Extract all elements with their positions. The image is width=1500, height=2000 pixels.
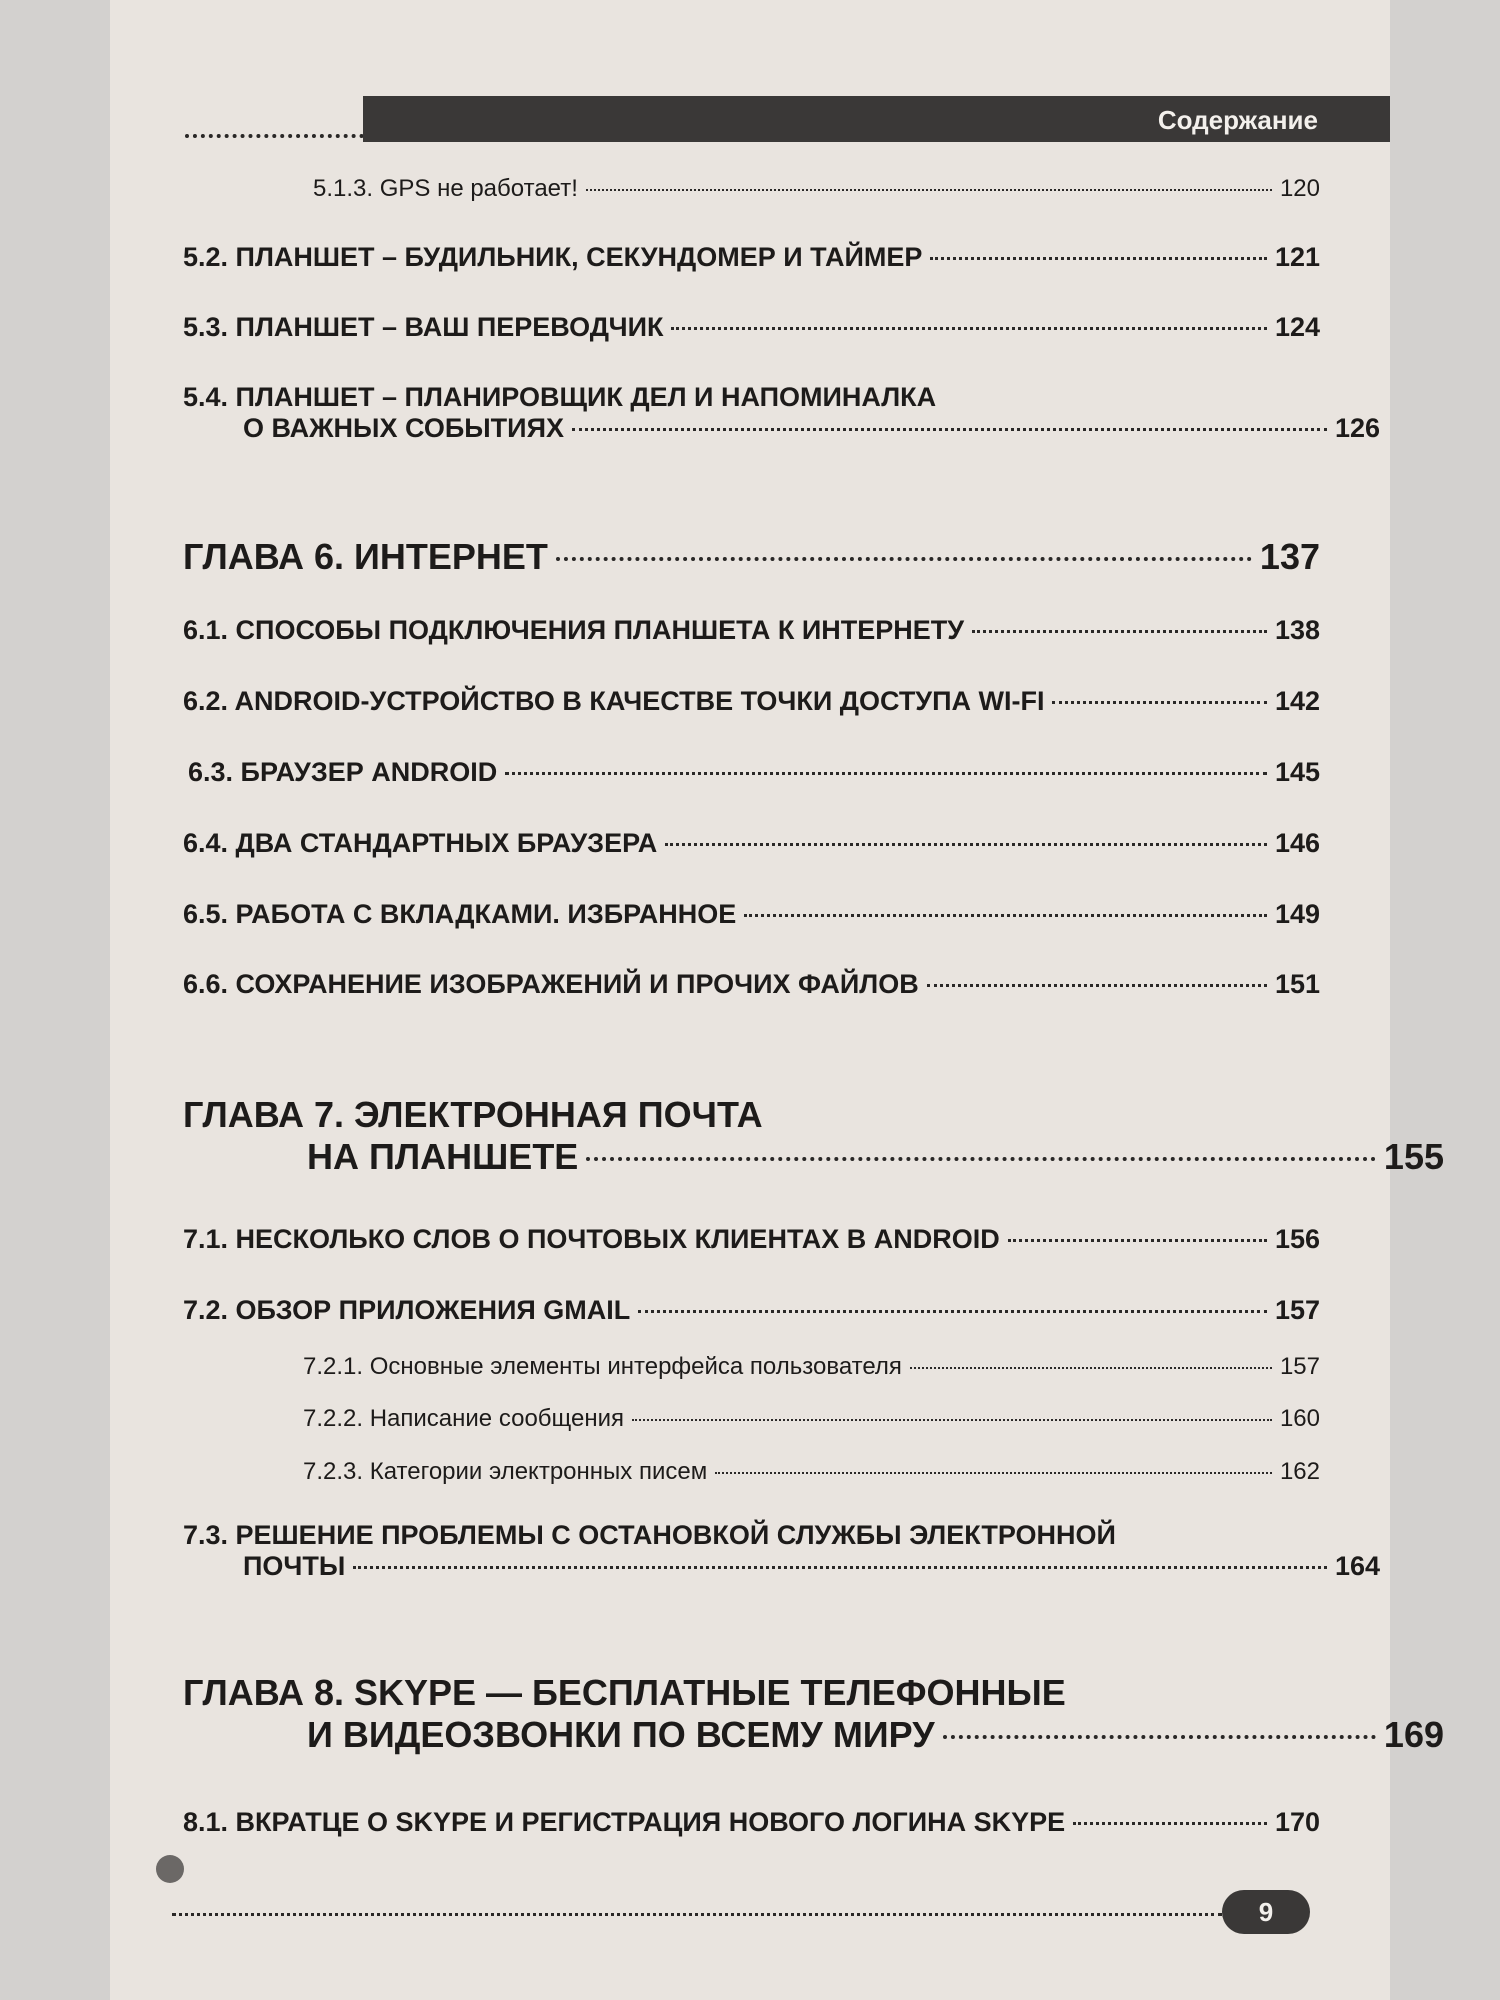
footer-dotted-rule <box>172 1913 1222 1916</box>
toc-entry-title: 6.2. ANDROID-УСТРОЙСТВО В КАЧЕСТВЕ ТОЧКИ ДОСТУПА WI-FI <box>183 686 1045 716</box>
toc-entry-page: 170 <box>1274 1807 1320 1837</box>
toc-entry <box>183 1295 1320 1326</box>
toc-entry-title: 6.4. ДВА СТАНДАРТНЫХ БРАУЗЕРА <box>183 828 658 858</box>
toc-entry-title: 6.1. СПОСОБЫ ПОДКЛЮЧЕНИЯ ПЛАНШЕТА К ИНТЕРНЕТУ <box>183 615 965 645</box>
dot-leader <box>972 630 1267 633</box>
toc-entry-title: ГЛАВА 8. SKYPE — БЕСПЛАТНЫЕ ТЕЛЕФОННЫЕ <box>183 1672 1066 1713</box>
toc-entry <box>303 1405 1320 1433</box>
toc-entry <box>183 615 1320 646</box>
toc-entry-page: 164 <box>1334 1551 1380 1581</box>
toc-entry <box>313 175 1320 203</box>
toc-entry-page: 146 <box>1274 828 1320 858</box>
toc-entry <box>183 1807 1320 1838</box>
toc-entry-title: 6.5. РАБОТА С ВКЛАДКАМИ. ИЗБРАННОЕ <box>183 899 737 929</box>
toc-entry-page: 157 <box>1279 1353 1320 1380</box>
toc-entry-title: 5.2. ПЛАНШЕТ – БУДИЛЬНИК, СЕКУНДОМЕР И ТАЙМЕР <box>183 242 923 272</box>
toc-entry-page: 156 <box>1274 1224 1320 1254</box>
toc-entry-page: 137 <box>1259 536 1320 577</box>
toc-entry-page: 162 <box>1279 1458 1320 1485</box>
dot-leader <box>505 772 1267 775</box>
dot-leader <box>930 257 1267 260</box>
toc-entry-title: 7.2.3. Категории электронных писем <box>303 1458 708 1485</box>
dot-leader <box>665 843 1267 846</box>
toc-entry-page: 121 <box>1274 242 1320 272</box>
header-title: Содержание <box>1157 105 1318 135</box>
toc-entry-title: 5.4. ПЛАНШЕТ – ПЛАНИРОВЩИК ДЕЛ И НАПОМИНАЛКА <box>183 382 937 412</box>
toc-entry <box>183 242 1320 273</box>
toc-entry-title-continued: И ВИДЕОЗВОНКИ ПО ВСЕМУ МИРУ <box>307 1714 935 1755</box>
dot-leader <box>556 557 1252 561</box>
dot-leader <box>632 1419 1272 1421</box>
toc-entry-page: 138 <box>1274 615 1320 645</box>
toc-entry <box>183 1672 1444 1756</box>
toc-entry <box>183 969 1320 1000</box>
toc-entry <box>183 312 1320 343</box>
toc-entry-page: 149 <box>1274 899 1320 929</box>
dot-leader <box>572 428 1327 431</box>
page-number: 9 <box>1222 1890 1310 1934</box>
toc-entry <box>183 686 1320 717</box>
toc-entry-page: 151 <box>1274 969 1320 999</box>
toc-entry-title: 5.1.3. GPS не работает! <box>313 175 578 202</box>
toc-entry <box>303 1353 1320 1381</box>
toc-entry-page: 145 <box>1274 757 1320 787</box>
toc-entry <box>303 1458 1320 1486</box>
table-of-contents <box>110 0 1444 2000</box>
toc-entry-page: 142 <box>1274 686 1320 716</box>
toc-entry-title: 6.6. СОХРАНЕНИЕ ИЗОБРАЖЕНИЙ И ПРОЧИХ ФАЙЛОВ <box>183 969 919 999</box>
dot-leader <box>671 327 1266 330</box>
toc-entry-title: 7.1. НЕСКОЛЬКО СЛОВ О ПОЧТОВЫХ КЛИЕНТАХ В ANDROID <box>183 1224 1000 1254</box>
toc-entry-title: 5.3. ПЛАНШЕТ – ВАШ ПЕРЕВОДЧИК <box>183 312 664 342</box>
toc-entry-page: 124 <box>1274 312 1320 342</box>
toc-entry-page: 157 <box>1274 1295 1320 1325</box>
dot-leader <box>586 1157 1376 1161</box>
toc-entry-page: 126 <box>1334 413 1380 443</box>
dot-leader <box>1052 701 1266 704</box>
toc-entry-title: 6.3. БРАУЗЕР ANDROID <box>188 757 498 787</box>
toc-entry-title: 7.2.2. Написание сообщения <box>303 1405 625 1432</box>
toc-entry-title: ГЛАВА 7. ЭЛЕКТРОННАЯ ПОЧТА <box>183 1094 763 1135</box>
toc-entry-page: 155 <box>1383 1136 1444 1177</box>
toc-entry-title-continued: ПОЧТЫ <box>243 1551 346 1581</box>
dot-leader <box>744 914 1267 917</box>
toc-entry-page: 169 <box>1383 1714 1444 1755</box>
toc-entry-title: 7.3. РЕШЕНИЕ ПРОБЛЕМЫ С ОСТАНОВКОЙ СЛУЖБЫ ЭЛЕКТРОННОЙ <box>183 1520 1116 1550</box>
dot-leader <box>586 189 1272 191</box>
toc-entry <box>183 536 1320 578</box>
toc-entry-title: 7.2. ОБЗОР ПРИЛОЖЕНИЯ GMAIL <box>183 1295 631 1325</box>
dot-leader <box>943 1735 1376 1739</box>
book-page <box>110 0 1444 2000</box>
toc-entry <box>183 828 1320 859</box>
toc-entry <box>188 757 1320 788</box>
toc-entry <box>183 1094 1444 1178</box>
toc-entry-title: ГЛАВА 6. ИНТЕРНЕТ <box>183 536 548 577</box>
toc-entry-page: 120 <box>1279 175 1320 202</box>
toc-entry-title-continued: НА ПЛАНШЕТЕ <box>307 1136 579 1177</box>
toc-entry-page: 160 <box>1279 1405 1320 1432</box>
decorative-dot <box>156 1855 184 1883</box>
toc-entry <box>183 382 1380 444</box>
dot-leader <box>927 984 1267 987</box>
dot-leader <box>353 1566 1327 1569</box>
toc-entry <box>183 899 1320 930</box>
dot-leader <box>715 1472 1272 1474</box>
dot-leader <box>638 1310 1267 1313</box>
toc-entry <box>183 1224 1320 1255</box>
dot-leader <box>1073 1822 1267 1825</box>
toc-entry <box>183 1520 1380 1582</box>
dot-leader <box>910 1367 1272 1369</box>
dot-leader <box>1008 1239 1267 1242</box>
toc-entry-title: 8.1. ВКРАТЦЕ О SKYPE И РЕГИСТРАЦИЯ НОВОГО ЛОГИНА SKYPE <box>183 1807 1066 1837</box>
toc-entry-title: 7.2.1. Основные элементы интерфейса пользователя <box>303 1353 902 1380</box>
toc-entry-title-continued: О ВАЖНЫХ СОБЫТИЯХ <box>243 413 564 443</box>
